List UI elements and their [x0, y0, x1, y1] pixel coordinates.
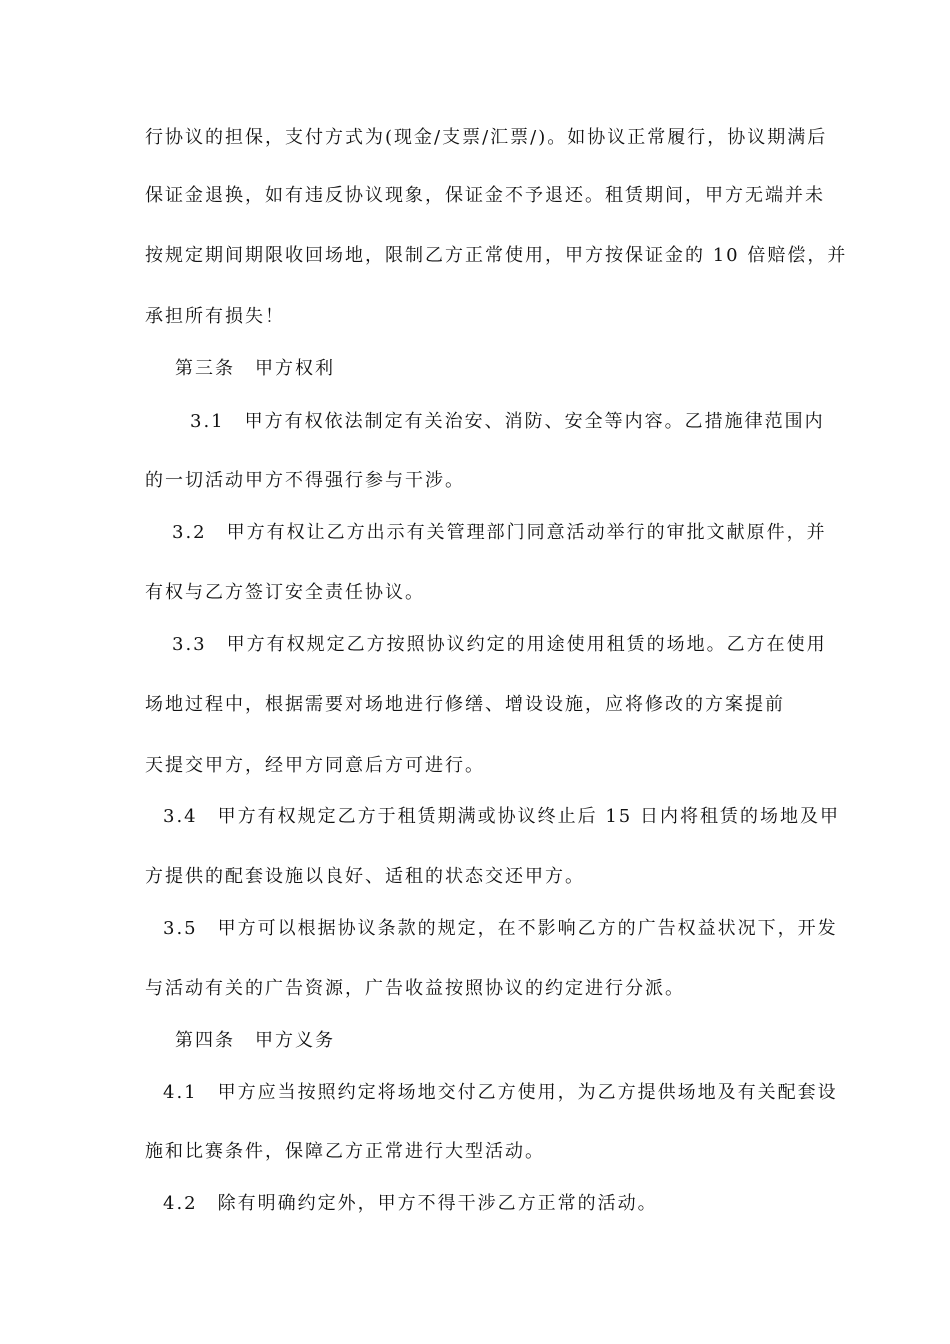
- section-heading: 第三条 甲方权利: [175, 358, 335, 379]
- clause-line: 3.5 甲方可以根据协议条款的规定，在不影响乙方的广告权益状况下，开发: [163, 918, 838, 939]
- section-heading: 第四条 甲方义务: [175, 1030, 335, 1051]
- clause-line: 3.2 甲方有权让乙方出示有关管理部门同意活动举行的审批文献原件，并: [172, 522, 827, 543]
- paragraph-line: 按规定期间期限收回场地，限制乙方正常使用，甲方按保证金的 10 倍赔偿，并: [145, 245, 848, 266]
- paragraph-line: 保证金退换，如有违反协议现象，保证金不予退还。租赁期间，甲方无端并未: [145, 185, 825, 206]
- clause-line: 4.2 除有明确约定外，甲方不得干涉乙方正常的活动。: [163, 1193, 658, 1214]
- paragraph-line: 承担所有损失！: [145, 306, 285, 327]
- clause-line: 3.4 甲方有权规定乙方于租赁期满或协议终止后 15 日内将租赁的场地及甲: [163, 806, 840, 827]
- clause-line: 3.1 甲方有权依法制定有关治安、消防、安全等内容。乙措施律范围内: [190, 411, 825, 432]
- paragraph-line: 的一切活动甲方不得强行参与干涉。: [145, 470, 465, 491]
- paragraph-line: 与活动有关的广告资源，广告收益按照协议的约定进行分派。: [145, 978, 685, 999]
- paragraph-line: 行协议的担保，支付方式为(现金/支票/汇票/)。如协议正常履行，协议期满后: [145, 127, 828, 148]
- paragraph-line: 场地过程中，根据需要对场地进行修缮、增设设施，应将修改的方案提前: [145, 694, 785, 715]
- paragraph-line: 方提供的配套设施以良好、适租的状态交还甲方。: [145, 866, 585, 887]
- paragraph-line: 有权与乙方签订安全责任协议。: [145, 582, 425, 603]
- paragraph-line: 天提交甲方，经甲方同意后方可进行。: [145, 755, 485, 776]
- paragraph-line: 施和比赛条件，保障乙方正常进行大型活动。: [145, 1141, 545, 1162]
- clause-line: 3.3 甲方有权规定乙方按照协议约定的用途使用租赁的场地。乙方在使用: [172, 634, 827, 655]
- clause-line: 4.1 甲方应当按照约定将场地交付乙方使用，为乙方提供场地及有关配套设: [163, 1082, 838, 1103]
